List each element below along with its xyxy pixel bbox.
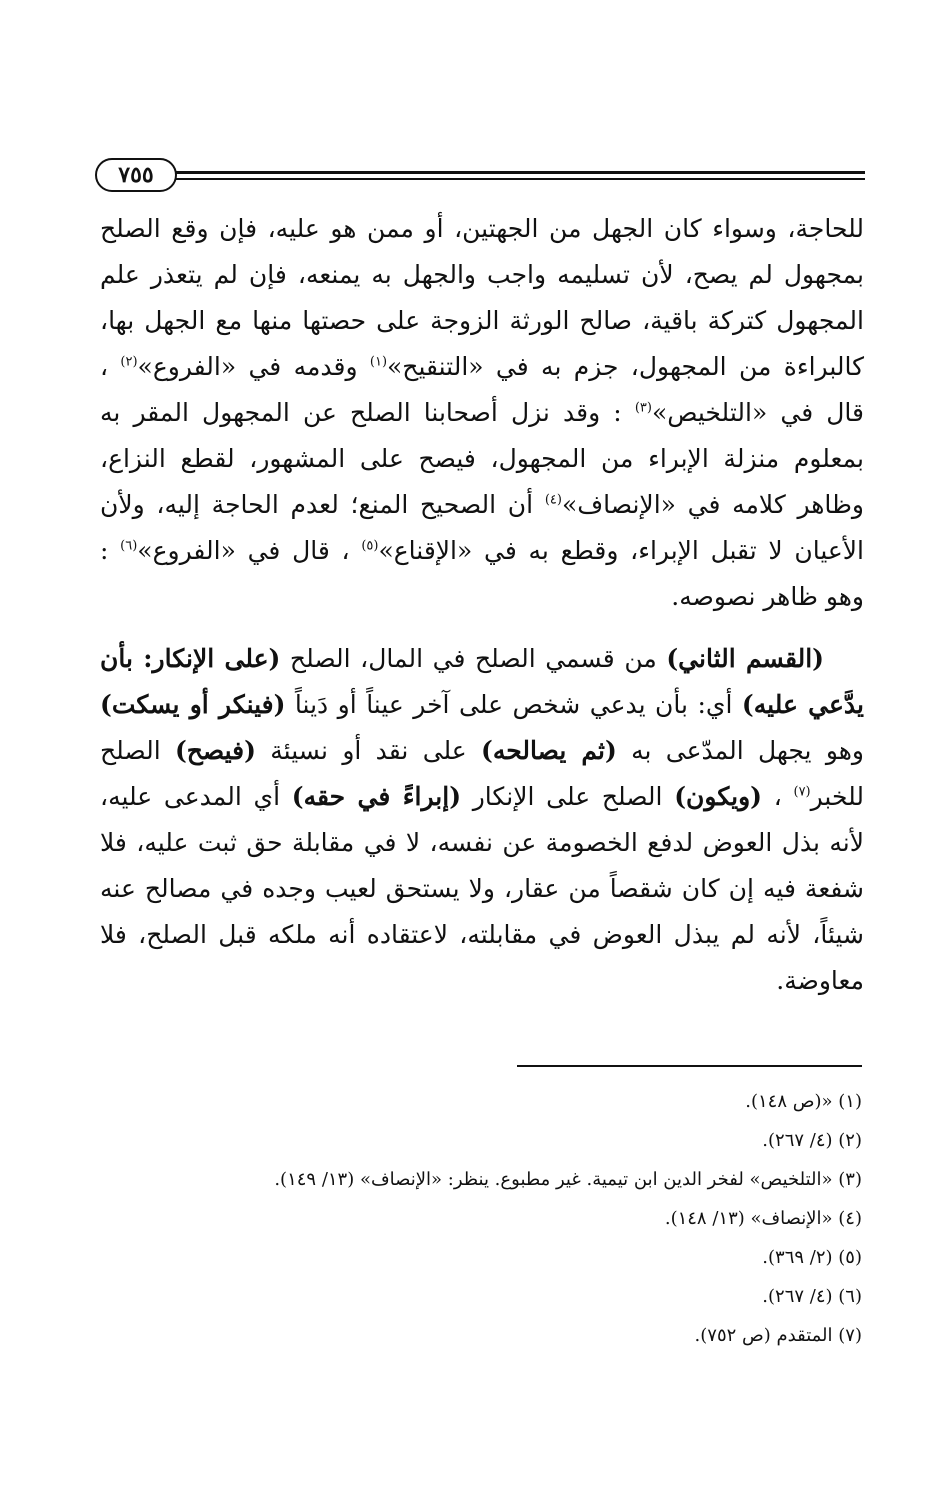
bold-matn-text: (إبراءً في حقه)	[291, 782, 462, 811]
footnote-6: (٦) (٤/ ٢٦٧).	[762, 1286, 862, 1307]
bold-matn-text: (القسم الثاني)	[666, 644, 825, 673]
footnote-marker: (١)	[369, 354, 388, 370]
footnote-5: (٥) (٢/ ٣٦٩).	[762, 1247, 862, 1268]
text-run: على نقد أو نسيئة	[255, 736, 482, 765]
footnote-1: (١) «(ص ١٤٨).	[745, 1091, 862, 1112]
page-number: ٧٥٥	[95, 158, 177, 192]
footnotes	[82, 1082, 862, 1355]
text-run: وهو يجهل المدّعى به	[616, 736, 865, 765]
bold-matn-text: (فيصح)	[174, 736, 256, 765]
text-run: : وهو ظاهر نصوصه.	[100, 536, 864, 611]
footnote-marker: (٢)	[120, 354, 138, 370]
header-rule-thick	[173, 171, 865, 174]
footnote-separator	[517, 1065, 862, 1067]
bold-matn-text: (على الإنكار: بأن يدَّعي عليه)	[100, 644, 864, 719]
footnote-marker: (٧)	[793, 784, 811, 800]
bold-matn-text: (فينكر أو يسكت)	[100, 690, 286, 719]
text-run: أي المدعى عليه، لأنه بذل العوض لدفع الخصومة عن نفسه، لا في مقابلة حق ثبت عليه، فلا شفعة فيه إن كان شقصاً من عقار، ولا يستحق لعيب وجده في مصالح عنه شيئاً، لأنه لم يبذل العوض في مقابلته، لاعتقاده أنه ملكه قبل الصلح، فلا معاوضة.	[100, 782, 864, 995]
text-run: الصلح على الإنكار	[461, 782, 675, 811]
footnote-marker: (٣)	[634, 400, 652, 416]
text-run: أي: بأن يدعي شخص على آخر عيناً أو دَيناً	[285, 690, 742, 719]
text-run: ،	[762, 782, 794, 811]
footnote-marker: (٤)	[544, 492, 562, 508]
bold-matn-text: (ويكون)	[674, 782, 762, 811]
text-run: للحاجة، وسواء كان الجهل من الجهتين، أو ممن هو عليه، فإن وقع الصلح بمجهول لم يصح، لأن تسليمه واجب والجهل به يمنعه، فإن لم يتعذر علم المجهول كتركة باقية، صالح الورثة الزوجة على حصتها منها مع الجهل بها، كالبراءة من المجهول، جزم به في «التنقيح»	[100, 214, 864, 381]
text-run: أن الصحيح المنع؛ لعدم الحاجة إليه، ولأن الأعيان لا تقبل الإبراء، وقطع به في «الإقناع»	[100, 490, 864, 565]
text-run: : وقد نزل أصحابنا الصلح عن المجهول المقر به بمعلوم منزلة الإبراء من المجهول، فيصح على المشهور، لقطع النزاع، وظاهر كلامه في «الإنصاف»	[100, 398, 865, 519]
footnote-marker: (٦)	[120, 538, 138, 554]
page-header	[95, 158, 865, 198]
text-run: ، قال في «الفروع»	[137, 536, 362, 565]
footnote-marker: (٥)	[361, 538, 379, 554]
text-run: الصلح للخبر	[100, 736, 864, 811]
footnote-4: (٤) «الإنصاف» (١٣/ ١٤٨).	[664, 1208, 862, 1229]
text-run: وقدمه في «الفروع»	[137, 352, 370, 381]
paragraph-2	[100, 636, 864, 1004]
header-rule-thin	[173, 178, 865, 180]
text-run: ، قال في «التلخيص»	[100, 352, 864, 427]
paragraph-1	[100, 206, 864, 620]
text-run: من قسمي الصلح في المال، الصلح	[280, 644, 667, 673]
footnote-3: (٣) «التلخيص» لفخر الدين ابن تيمية. غير مطبوع. ينظر: «الإنصاف» (١٣/ ١٤٩).	[274, 1169, 862, 1190]
footnote-7: (٧) المتقدم (ص ٧٥٢).	[694, 1325, 862, 1346]
bold-matn-text: (ثم يصالحه)	[481, 736, 617, 765]
footnote-2: (٢) (٤/ ٢٦٧).	[762, 1130, 862, 1151]
main-text	[100, 206, 864, 1004]
